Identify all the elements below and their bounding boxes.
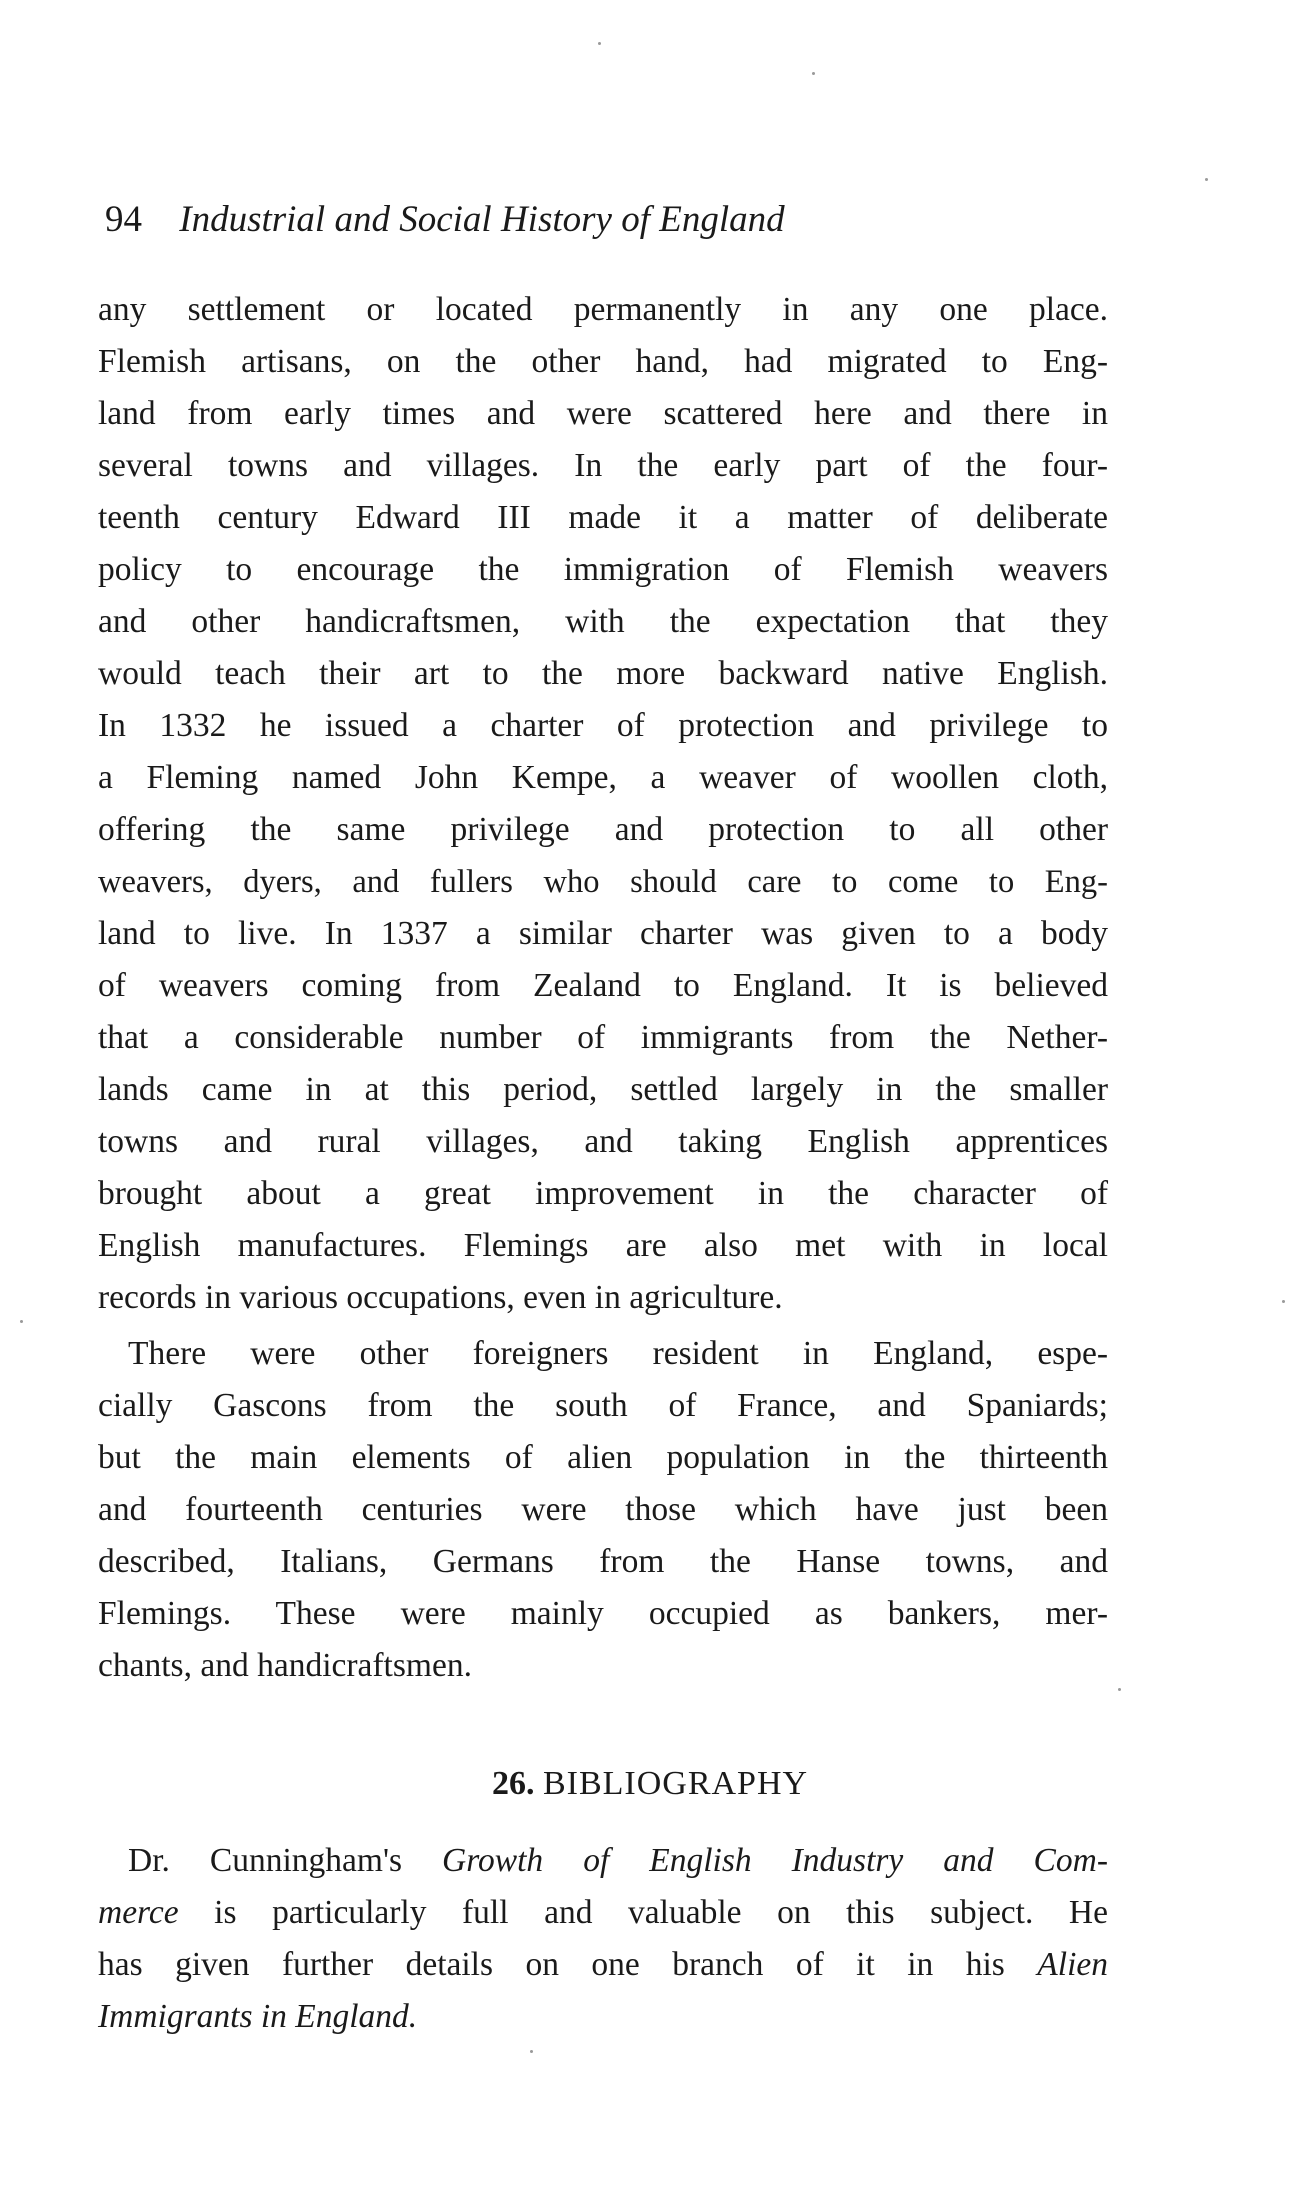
text-line: described, Italians, Germans from the Hanse towns, and <box>98 1543 1108 1580</box>
text-line: lands came in at this period, settled largely in the smaller <box>98 1071 1108 1108</box>
text-line: brought about a great improvement in the character of <box>98 1175 1108 1212</box>
paper-speck <box>1282 1300 1285 1303</box>
text-line: cially Gascons from the south of France, and Spaniards; <box>98 1387 1108 1424</box>
paper-speck <box>20 1320 23 1323</box>
text-line: Flemish artisans, on the other hand, had migrated to Eng- <box>98 343 1108 380</box>
paper-speck <box>1118 1688 1121 1691</box>
paper-speck <box>598 42 601 45</box>
book-title: Growth of English Industry and Com- <box>442 1842 1108 1879</box>
text-line: land to live. In 1337 a similar charter was given to a body <box>98 915 1108 952</box>
text-line <box>98 1939 1108 1991</box>
text-line: offering the same privilege and protection to all other <box>98 811 1108 848</box>
text-line: Flemings. These were mainly occupied as bankers, mer- <box>98 1595 1108 1632</box>
text-line: towns and rural villages, and taking English apprentices <box>98 1123 1108 1160</box>
bibliography-text: Dr. Cunningham's <box>128 1842 443 1879</box>
text-line: policy to encourage the immigration of Flemish weavers <box>98 551 1108 588</box>
running-title: Industrial and Social History of England <box>179 199 785 240</box>
paper-speck <box>530 2050 533 2053</box>
running-head <box>105 198 785 241</box>
text-line: There were other foreigners resident in England, espe- <box>128 1335 1108 1372</box>
text-line: English manufactures. Flemings are also met with in local <box>98 1227 1108 1264</box>
text-line: but the main elements of alien population in the thirteenth <box>98 1439 1108 1476</box>
text-line <box>98 1991 1108 2043</box>
text-line: would teach their art to the more backward native English. <box>98 655 1108 692</box>
bibliography-text: is particularly full and valuable on this subject. He <box>178 1894 1108 1931</box>
book-title: Alien <box>1037 1946 1108 1983</box>
section-number: 26. <box>491 1765 535 1802</box>
text-line <box>128 1835 1108 1887</box>
text-line <box>98 1887 1108 1939</box>
text-line: In 1332 he issued a charter of protection and privilege to <box>98 707 1108 744</box>
paper-speck <box>1205 178 1208 181</box>
text-line: teenth century Edward III made it a matter of deliberate <box>98 499 1108 536</box>
section-heading <box>0 1758 1300 1810</box>
text-line: records in various occupations, even in agriculture. <box>98 1279 783 1316</box>
text-line: and fourteenth centuries were those which have just been <box>98 1491 1108 1528</box>
paper-speck <box>812 72 815 75</box>
text-line: any settlement or located permanently in any one place. <box>98 291 1108 328</box>
book-title: Immigrants in England. <box>98 1998 418 2035</box>
text-line: a Fleming named John Kempe, a weaver of woollen cloth, <box>98 759 1108 796</box>
text-line: land from early times and were scattered here and there in <box>98 395 1108 432</box>
page-number: 94 <box>105 199 142 240</box>
bibliography-text: has given further details on one branch of it in his <box>98 1946 1038 1983</box>
text-line: several towns and villages. In the early part of the four- <box>98 447 1108 484</box>
text-line: that a considerable number of immigrants from the Nether- <box>98 1019 1108 1056</box>
text-line: and other handicraftsmen, with the expectation that they <box>98 603 1108 640</box>
section-title: BIBLIOGRAPHY <box>542 1765 809 1802</box>
text-line: weavers, dyers, and fullers who should care to come to Eng- <box>98 864 1108 900</box>
text-line: of weavers coming from Zealand to England. It is believed <box>98 967 1108 1004</box>
book-title: merce <box>98 1894 179 1931</box>
text-line: chants, and handicraftsmen. <box>98 1647 472 1684</box>
